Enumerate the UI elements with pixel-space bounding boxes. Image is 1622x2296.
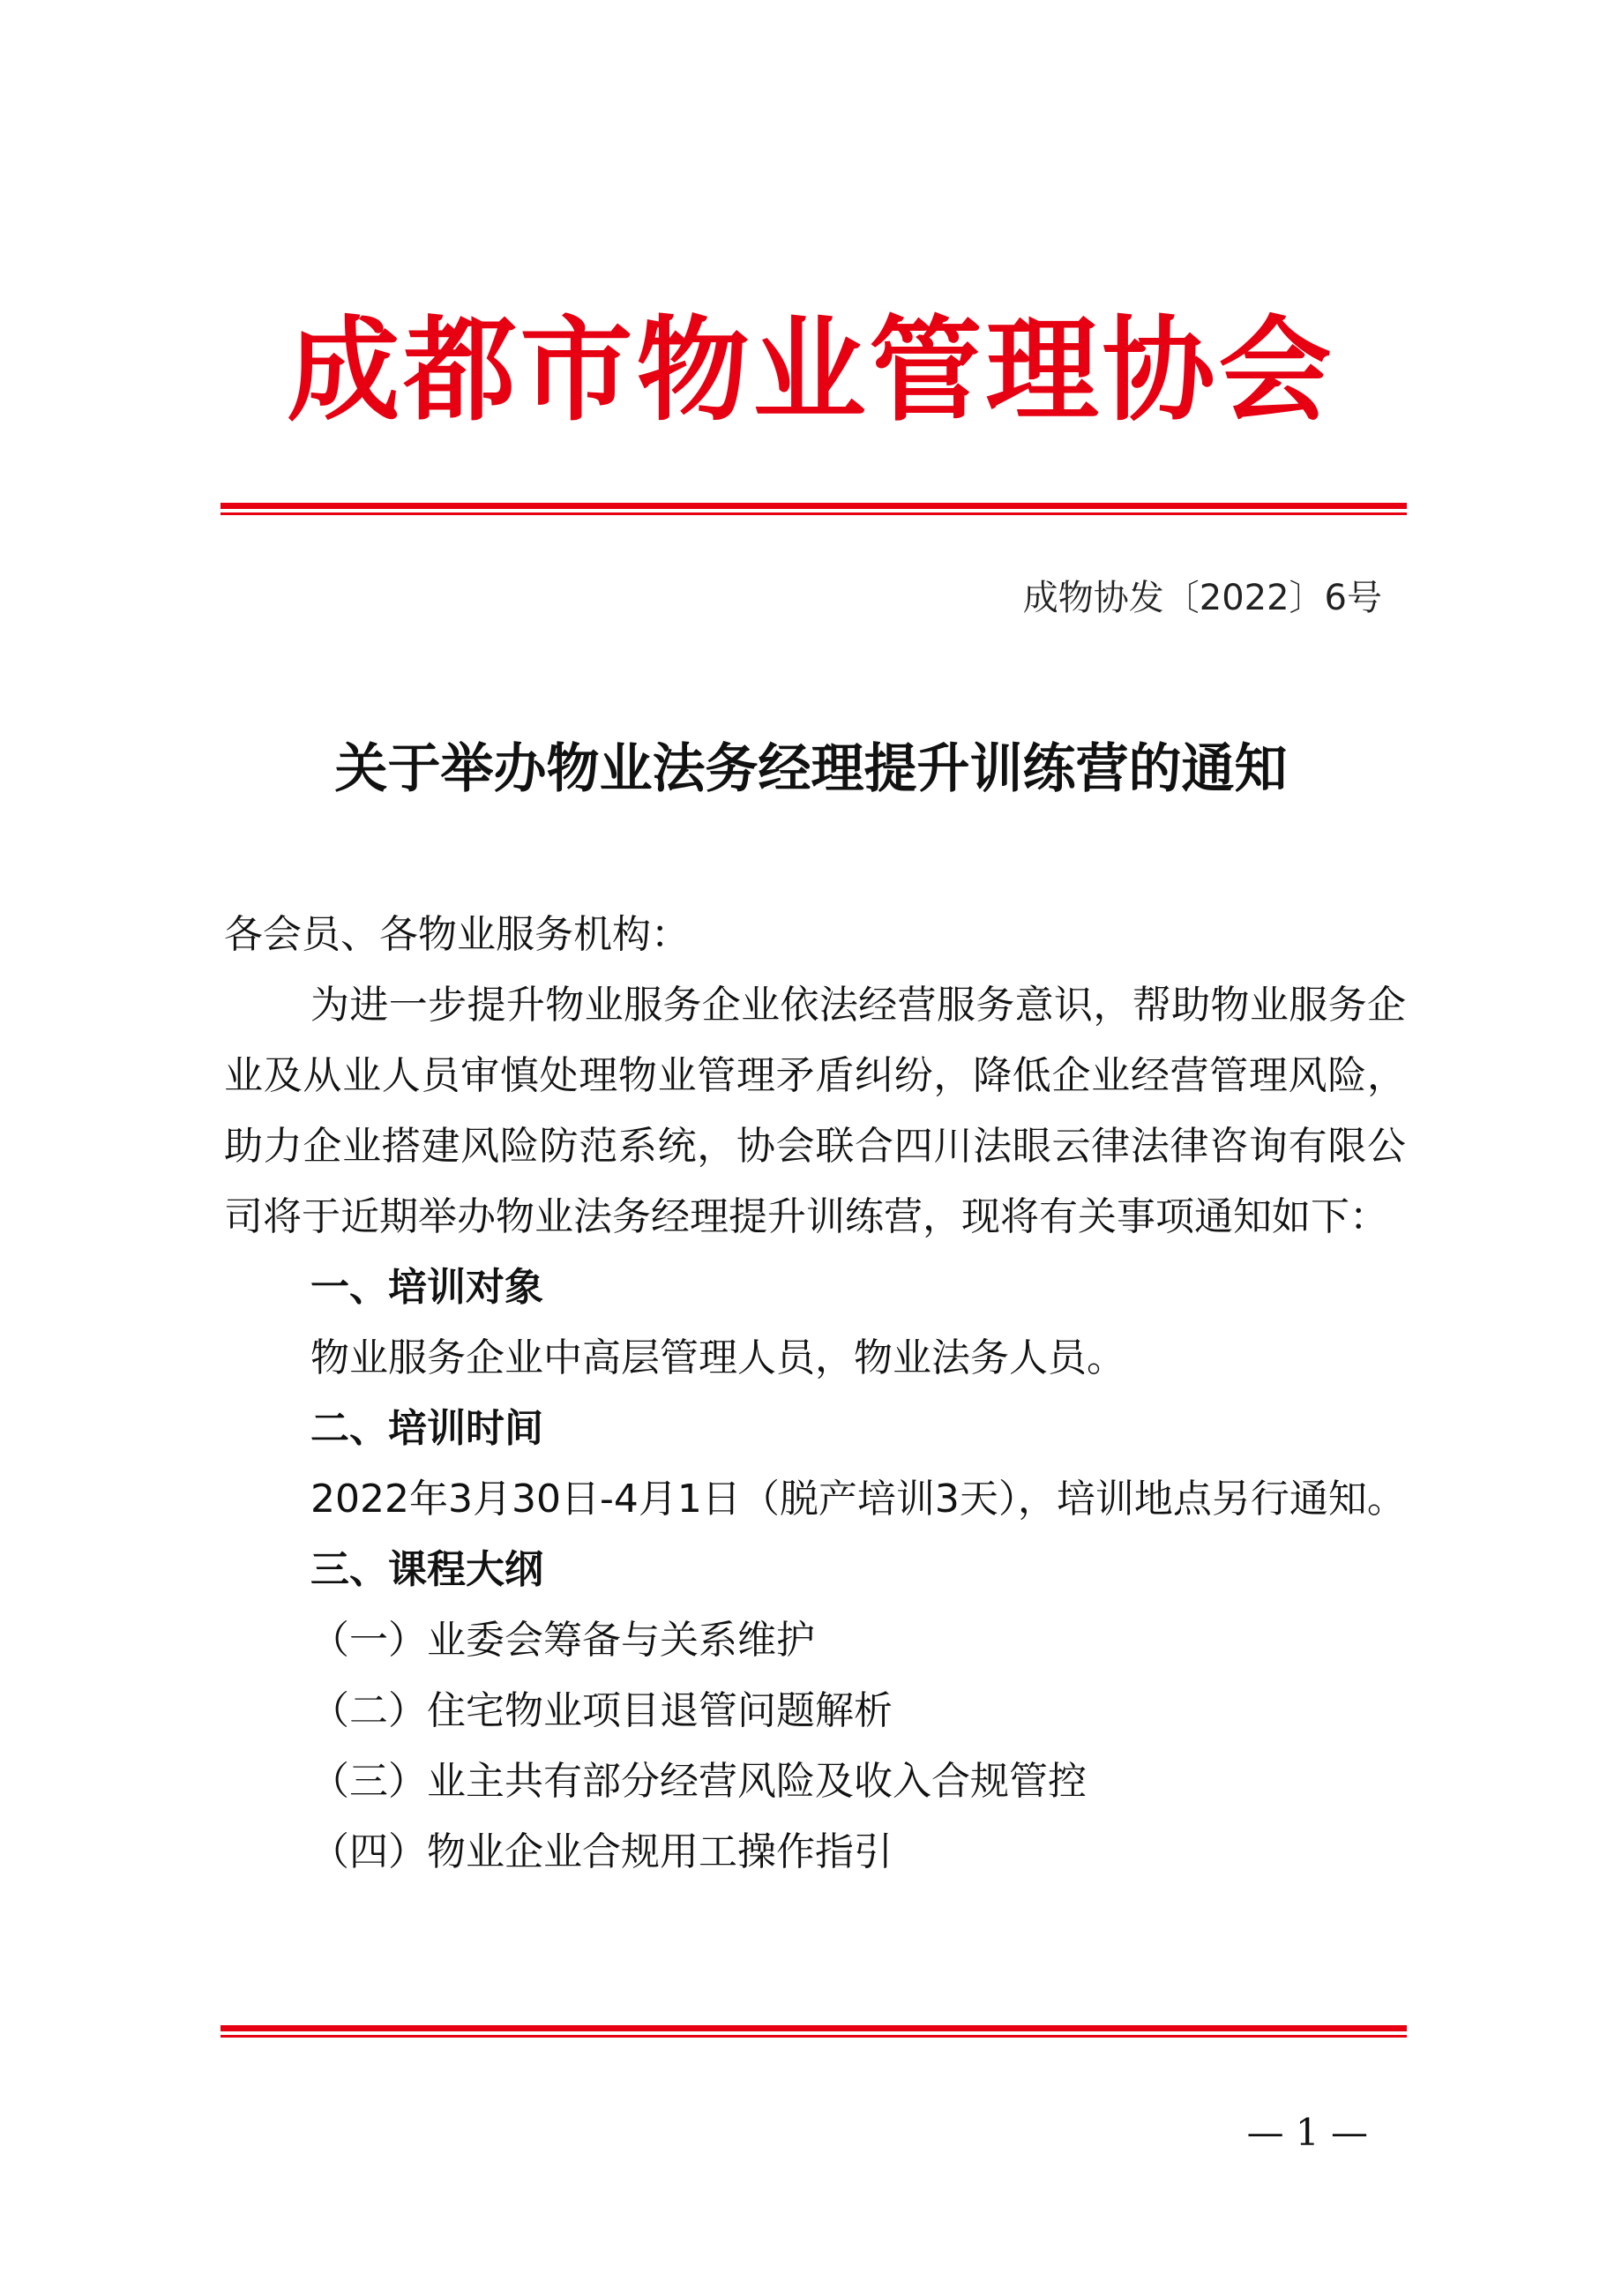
masthead-org-name: 成都市物业管理协会: [287, 304, 1335, 437]
document-title: 关于举办物业法务经理提升训练营的通知: [334, 738, 1288, 800]
document-number: 成物协发〔2022〕6号: [1022, 578, 1382, 618]
section-heading-syllabus: 三、课程大纲: [310, 1547, 543, 1592]
masthead-divider: [221, 503, 1407, 515]
syllabus-item: （二）住宅物业项目退管问题解析: [310, 1688, 893, 1733]
salutation: 各会员、各物业服务机构：: [224, 912, 690, 957]
syllabus-item: （四）物业企业合规用工操作指引: [310, 1829, 893, 1874]
section-text-time: 2022年3月30日-4月1日（脱产培训3天），培训地点另行通知。: [310, 1477, 1406, 1522]
document-body: [224, 900, 1406, 1888]
section-heading-time: 二、培训时间: [310, 1406, 543, 1451]
section-heading-audience: 一、培训对象: [310, 1265, 543, 1310]
section-text-audience: 物业服务企业中高层管理人员，物业法务人员。: [310, 1335, 1125, 1380]
footer-divider: [221, 2025, 1407, 2038]
page-number: — 1 —: [1246, 2111, 1368, 2154]
syllabus-item: （三）业主共有部分经营风险及收入合规管控: [310, 1759, 1087, 1804]
intro-paragraph: 为进一步提升物业服务企业依法经营服务意识，帮助物业服务企业及从业人员审慎处理物业管理矛盾纠纷，降低企业经营管理风险，助力企业搭建风险防范系统，协会联合四川法眼云律法律咨询有限公司将于近期举办物业法务经理提升训练营，现将有关事项通知如下：: [224, 983, 1406, 1239]
syllabus-item: （一）业委会筹备与关系维护: [310, 1618, 815, 1663]
